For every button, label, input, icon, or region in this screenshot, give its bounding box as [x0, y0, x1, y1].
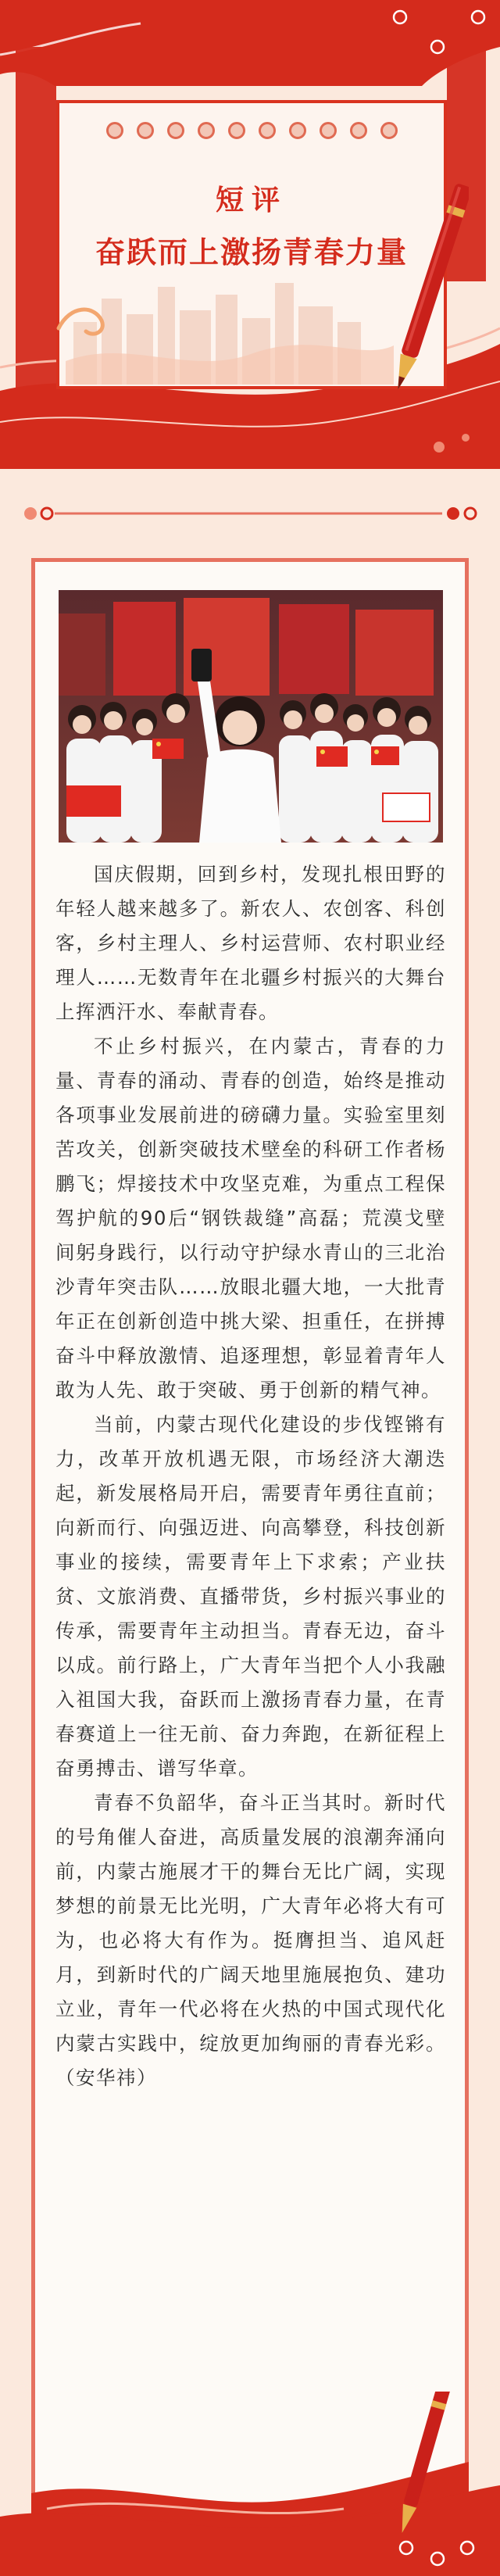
article-paragraph: 青春不负韶华，奋斗正当其时。新时代的号角催人奋进，高质量发展的浪潮奔涌向前，内蒙古施展才干的舞台无比广阔，实现梦想的前景无比光明，广大青年必将大有可为，也必将大有作为。挺膺担当、追风赶月，到新时代的广阔天地里施展抱负、建功立业，青年一代必将在火热的中国式现代化内蒙古实践中，绽放更加绚丽的青春光彩。（安华祎） [55, 1791, 446, 2089]
binder-ring-icon [289, 122, 306, 139]
binder-ring-icon [380, 122, 398, 139]
column-label: 短评 [215, 184, 288, 216]
footer-decoration [0, 2392, 500, 2576]
binder-ring-icon [228, 122, 245, 139]
header-banner [0, 0, 500, 469]
news-photo [59, 590, 443, 843]
binder-ring-icon [198, 122, 215, 139]
binder-ring-icon [137, 122, 154, 139]
article-paragraph: 不止乡村振兴，在内蒙古，青春的力量、青春的涌动、青春的创造，始终是推动各项事业发展前进的磅礴力量。实验室里刻苦攻关，创新突破技术壁垒的科研工作者杨鹏飞；焊接技术中攻坚克难，为重点工程保驾护航的90后“钢铁裁缝”高磊；荒漠戈壁间躬身践行，以行动守护绿水青山的三北治沙青年突击队……放眼北疆大地，一大批青年正在创新创造中挑大梁、担重任，在拼搏奋斗中释放激情、追逐理想，彰显着青年人敢为人先、敢于突破、勇于创新的精气神。 [55, 1035, 446, 1401]
pen-icon [391, 172, 469, 406]
binder-ring-icon [106, 122, 123, 139]
binder-rings [59, 122, 444, 139]
article-body [55, 857, 446, 2095]
article-paragraph: 国庆假期，回到乡村，发现扎根田野的年轻人越来越多了。新农人、农创客、科创客，乡村主理人、乡村运营师、农村职业经理人……无数青年在北疆乡村振兴的大舞台上挥洒汗水、奉献青春。 [55, 863, 446, 1023]
photo-illustration [59, 590, 443, 843]
page-title: 奋跃而上激扬青春力量 [95, 235, 408, 270]
article-paragraph: 当前，内蒙古现代化建设的步伐铿锵有力，改革开放机遇无限，市场经济大潮迭起，新发展格局开启，需要青年勇往直前；向新而行、向强迈进、向高攀登，科技创新事业的接续，需要青年上下求索；产业扶贫、文旅消费、直播带货，乡村振兴事业的传承，需要青年主动担当。青春无边，奋斗以成。前行路上，广大青年当把个人小我融入祖国大我，奋跃而上激扬青春力量，在青春赛道上一往无前、奋力奔跑，在新征程上奋勇搏击、谱写华章。 [55, 1413, 446, 1780]
section-divider [22, 505, 478, 522]
article-frame [31, 558, 469, 2535]
binder-ring-icon [167, 122, 184, 139]
binder-ring-icon [259, 122, 276, 139]
swirl-decoration-icon [55, 297, 117, 344]
binder-ring-icon [320, 122, 337, 139]
binder-ring-icon [350, 122, 367, 139]
title-card [56, 100, 447, 389]
